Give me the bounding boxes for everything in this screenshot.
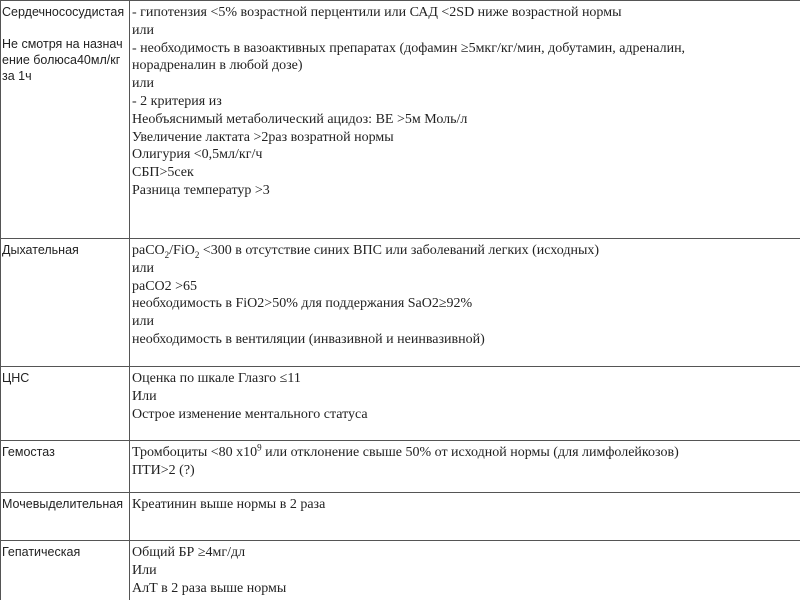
- criteria-line: Олигурия <0,5мл/кг/ч: [132, 147, 263, 163]
- criteria-line: paCO2 >65: [132, 278, 198, 294]
- organ-label: Гемостаз: [2, 445, 55, 459]
- organ-label: ЦНС: [2, 371, 30, 385]
- criteria-line: или: [132, 22, 154, 38]
- criteria-line: ПТИ>2 (?): [132, 462, 195, 478]
- organ-label: Мочевыделительная: [2, 497, 123, 511]
- criteria-text: или отклонение свыше 50% от исходной нормы (для лимфолейкозов): [261, 445, 679, 460]
- table-row-renal: [1, 493, 800, 541]
- criteria-cell-hemostasis: [130, 441, 800, 493]
- table-row-respiratory: [1, 239, 800, 367]
- criteria-line: - гипотензия <5% возрастной перцентили или САД <2SD ниже возрастной нормы: [132, 5, 622, 20]
- criteria-line: Острое изменение ментального статуса: [132, 406, 368, 422]
- organ-label: Гепатическая: [2, 545, 81, 559]
- criteria-line: или: [132, 314, 154, 330]
- subscript: 2: [194, 249, 200, 260]
- criteria-line: норадреналин в любой дозе): [132, 58, 303, 74]
- criteria-line: - 2 критерия из: [132, 93, 222, 109]
- criteria-line: СБП>5сек: [132, 165, 194, 181]
- organ-cell-respiratory: [1, 239, 130, 367]
- criteria-line: Оценка по шкале Глазго ≤11: [132, 371, 301, 386]
- criteria-text: Тромбоциты <80 х10: [132, 445, 258, 460]
- criteria-line-platelets: [132, 444, 800, 462]
- criteria-line: Разница температур >3: [132, 182, 270, 198]
- criteria-line: или: [132, 260, 154, 276]
- criteria-line: АлТ в 2 раза выше нормы: [132, 580, 287, 596]
- organ-label: Дыхательная: [2, 243, 79, 257]
- organ-cell-renal: [1, 493, 130, 541]
- superscript: 9: [257, 442, 262, 453]
- organ-cell-cardiovascular: [1, 1, 130, 239]
- criteria-line: необходимость в FiO2>50% для поддержания SaO2≥92%: [132, 296, 473, 312]
- criteria-cell-renal: [130, 493, 800, 541]
- criteria-text: /FiO: [169, 243, 195, 258]
- criteria-line: Креатинин выше нормы в 2 раза: [132, 497, 326, 512]
- organ-label: Сердечнососудистая: [2, 5, 125, 19]
- criteria-cell-cardiovascular: [130, 1, 800, 239]
- table-row-cns: [1, 367, 800, 441]
- table-row-hemostasis: [1, 441, 800, 493]
- criteria-line-pao2-fio2: [132, 242, 800, 260]
- criteria-line: Или: [132, 562, 157, 578]
- table-row-hepatic: [1, 541, 800, 600]
- criteria-line: Необъяснимый метаболический ацидоз: ВЕ >5м Моль/л: [132, 111, 468, 127]
- organ-cell-hemostasis: [1, 441, 130, 493]
- subscript: 2: [164, 249, 170, 260]
- criteria-line: Или: [132, 388, 157, 404]
- table-row-cardiovascular: [1, 1, 800, 239]
- organ-cell-hepatic: [1, 541, 130, 600]
- organ-cell-cns: [1, 367, 130, 441]
- criteria-line: необходимость в вентиляции (инвазивной и неинвазивной): [132, 331, 485, 347]
- criteria-line: Общий БР ≥4мг/дл: [132, 545, 246, 560]
- criteria-cell-cns: [130, 367, 800, 441]
- organ-note: Не смотря на назначение болюса40мл/кг за 1ч: [2, 37, 123, 83]
- criteria-line: или: [132, 76, 154, 92]
- criteria-line: - необходимость в вазоактивных препаратах (дофамин ≥5мкг/кг/мин, добутамин, адреналин,: [132, 40, 686, 56]
- criteria-cell-hepatic: [130, 541, 800, 600]
- criteria-cell-respiratory: [130, 239, 800, 367]
- criteria-line: Увеличение лактата >2раз возратной нормы: [132, 129, 394, 145]
- criteria-text: paCO: [132, 243, 165, 258]
- criteria-text: <300 в отсутствие синих ВПС или заболеваний легких (исходных): [199, 243, 600, 258]
